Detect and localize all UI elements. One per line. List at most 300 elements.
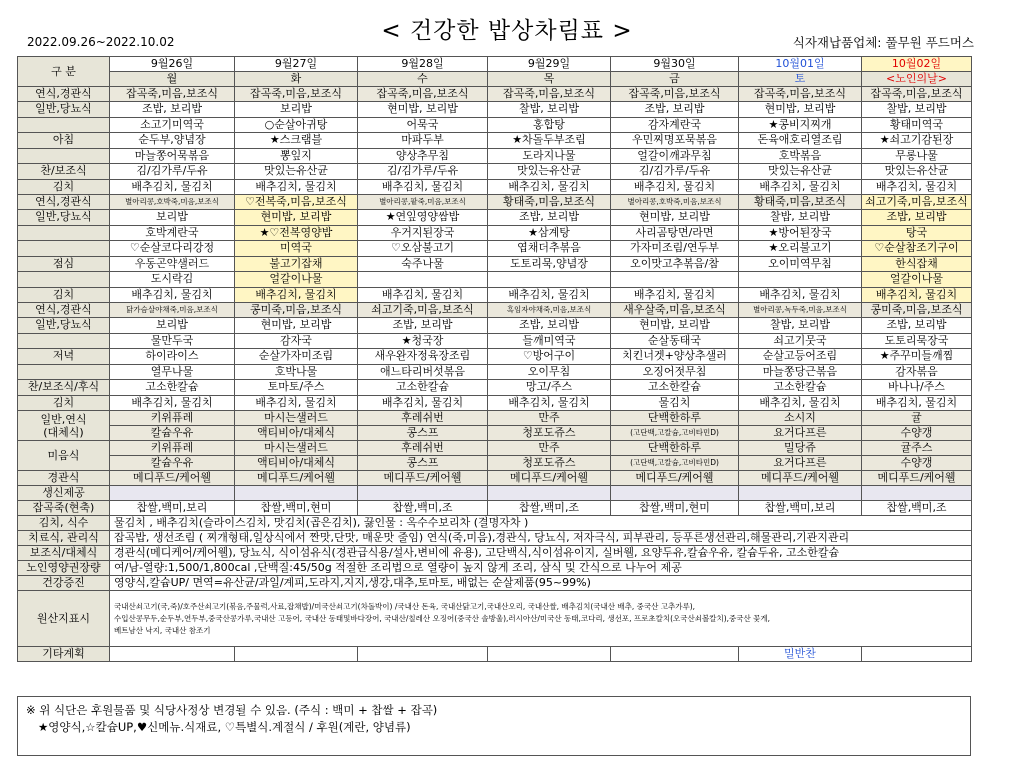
menu-item: 조밥, 보리밥: [611, 102, 739, 118]
menu-item: 배추김치, 물김치: [611, 179, 739, 195]
porridge-label: 연식,경관식: [18, 87, 110, 102]
table-row: [18, 561, 972, 576]
menu-item: 애느타리버섯볶음: [358, 364, 488, 380]
meal-row-label: [18, 241, 110, 257]
table-row: [18, 456, 972, 471]
grain-porridge-label: 잡곡죽(현축): [18, 501, 110, 516]
menu-item: 물김치: [611, 395, 739, 411]
note-label: 노인영양권장량: [18, 561, 110, 576]
menu-item: 우동곤약샐러드: [110, 256, 235, 272]
menu-item: 물만두국: [110, 333, 235, 349]
snack-item: 액티비아/대체식: [235, 456, 358, 471]
menu-item: 토마토/주스: [235, 380, 358, 396]
menu-item: 들깨미역국: [488, 333, 611, 349]
menu-item: 하이라이스: [110, 349, 235, 365]
menu-item: 보리밥: [110, 318, 235, 334]
note-text: 경관식(메디케어/케어웰), 당뇨식, 식이섬유식(경관급식용/설사,변비에 유용), 고단백식,식이섬유이지, 실버웰, 요양두유,칼슘우유, 칼슘두유, 고소한칼슘: [110, 546, 972, 561]
date-header: 9월30일: [611, 57, 739, 72]
snack-item: 키위퓨레: [110, 441, 235, 456]
table-row: [18, 364, 972, 380]
menu-item: 홍합탕: [488, 117, 611, 133]
menu-item: ★청국장: [358, 333, 488, 349]
menu-item: 배추김치, 물김치: [235, 395, 358, 411]
menu-item: ★삼계탕: [488, 225, 611, 241]
menu-item: 미역국: [235, 241, 358, 257]
menu-item: 배추김치, 물김치: [488, 179, 611, 195]
menu-item: 오이무침: [488, 364, 611, 380]
meal-row-label: 일반,당뇨식: [18, 318, 110, 334]
menu-item: ★차돌두부조림: [488, 133, 611, 149]
grain-porridge-item: 찹쌀,백미,조: [358, 501, 488, 516]
menu-item: [739, 272, 862, 288]
menu-item: 조밥, 보리밥: [862, 318, 972, 334]
table-row: [18, 102, 972, 118]
snack-item: (고단백,고칼슘,고비타민D): [611, 426, 739, 441]
menu-item: 열무나물: [110, 364, 235, 380]
table-row: [18, 272, 972, 288]
note-label: 치료식, 관리식: [18, 531, 110, 546]
snack-item: 키위퓨레: [110, 411, 235, 426]
snack-item: 수양갱: [862, 426, 972, 441]
porridge-item: 황태죽,미음,보조식: [739, 195, 862, 210]
menu-item: ♡오삼불고기: [358, 241, 488, 257]
table-row: [18, 241, 972, 257]
menu-item: 배추김치, 물김치: [110, 395, 235, 411]
table-row: [18, 349, 972, 365]
menu-item: 조밥, 보리밥: [488, 210, 611, 226]
birthday-cell: [611, 486, 739, 501]
snack-item: 마시는샐러드: [235, 441, 358, 456]
plan-item: 밀반찬: [739, 647, 862, 662]
menu-item: 배추김치, 물김치: [739, 287, 862, 303]
plan-cell: [110, 647, 235, 662]
menu-item: 우거지된장국: [358, 225, 488, 241]
menu-item: ★방어된장국: [739, 225, 862, 241]
table-row: [18, 395, 972, 411]
table-row: [18, 380, 972, 396]
menu-item: [611, 272, 739, 288]
menu-item: [488, 272, 611, 288]
snack-item: 청포도쥬스: [488, 456, 611, 471]
menu-item: 불고기잡채: [235, 256, 358, 272]
menu-item: 어묵국: [358, 117, 488, 133]
snack-item: 칼슘우유: [110, 456, 235, 471]
birthday-cell: [235, 486, 358, 501]
porridge-item: 콩미죽,미음,보조식: [235, 303, 358, 318]
menu-item: 맛있는유산균: [739, 164, 862, 180]
menu-item: 마늘쫑어묵볶음: [110, 148, 235, 164]
table-row: [18, 647, 972, 662]
weekday-header: 수: [358, 72, 488, 87]
weekly-menu-table: [17, 56, 972, 662]
porridge-item: 잡곡죽,미음,보조식: [488, 87, 611, 102]
snack-item: 단백한하루: [611, 411, 739, 426]
snack-item: 요거다프른: [739, 456, 862, 471]
date-header: 9월27일: [235, 57, 358, 72]
table-row: [18, 441, 972, 456]
porridge-item: 쇠고기죽,미음,보조식: [862, 195, 972, 210]
menu-item: 소고기미역국: [110, 117, 235, 133]
date-header: 10월02일: [862, 57, 972, 72]
menu-item: 양상추무침: [358, 148, 488, 164]
menu-item: 배추김치, 물김치: [235, 179, 358, 195]
menu-item: 뽕잎지: [235, 148, 358, 164]
menu-item: ♡순살코다리강정: [110, 241, 235, 257]
porridge-item: 잡곡죽,미음,보조식: [862, 87, 972, 102]
menu-item: 조밥, 보리밥: [358, 318, 488, 334]
snack-item: (고단백,고칼슘,고비타민D): [611, 456, 739, 471]
porridge-item: 잡곡죽,미음,보조식: [358, 87, 488, 102]
menu-item: 호박나물: [235, 364, 358, 380]
menu-item: 황태미역국: [862, 117, 972, 133]
porridge-item: 콩미죽,미음,보조식: [862, 303, 972, 318]
porridge-item: 별아리콩,녹두죽,미음,보조식: [739, 303, 862, 318]
menu-item: 현미밥, 보리밥: [235, 318, 358, 334]
plan-cell: [488, 647, 611, 662]
grain-porridge-item: 찹쌀,백미,현미: [611, 501, 739, 516]
porridge-item: 별아리콩,호박죽,미음,보조식: [110, 195, 235, 210]
meal-row-label: 찬/보조식/후식: [18, 380, 110, 396]
table-row: [18, 195, 972, 210]
snack-item: 콩스프: [358, 426, 488, 441]
table-row: [18, 133, 972, 149]
tube-feed-item: 메디푸드/케어웰: [235, 471, 358, 486]
date-header: 9월26일: [110, 57, 235, 72]
origin-label: 원산지표시: [18, 591, 110, 647]
meal-row-label: 김치: [18, 395, 110, 411]
table-row: [18, 426, 972, 441]
tube-feed-item: 메디푸드/케어웰: [488, 471, 611, 486]
menu-item: 도토리묵장국: [862, 333, 972, 349]
menu-item: 맛있는유산균: [488, 164, 611, 180]
porridge-item: 흑임자야채죽,미음,보조식: [488, 303, 611, 318]
menu-item: 배추김치, 물김치: [611, 287, 739, 303]
snack-item: 청포도쥬스: [488, 426, 611, 441]
menu-item: 돈육애호리열조림: [739, 133, 862, 149]
menu-item: 보리밥: [110, 210, 235, 226]
snack-general-label-1: 일반,연식: [40, 412, 87, 426]
meal-row-label: [18, 148, 110, 164]
table-row: [18, 501, 972, 516]
plan-cell: [862, 647, 972, 662]
tube-feed-item: 메디푸드/케어웰: [611, 471, 739, 486]
menu-item: 감자국: [235, 333, 358, 349]
meal-row-label: [18, 117, 110, 133]
menu-item: 새우완자정육장조림: [358, 349, 488, 365]
porridge-label: 연식,경관식: [18, 303, 110, 318]
note-text: 여/남-열량:1,500/1,800cal ,단백질:45/50g 적절한 조리법으로 열량이 높지 않게 조리, 삼식 및 간식으로 나누어 제공: [110, 561, 972, 576]
menu-item: 현미밥, 보리밥: [235, 210, 358, 226]
meal-row-label: 일반,당뇨식: [18, 102, 110, 118]
table-row: [18, 148, 972, 164]
menu-item: 호박볶음: [739, 148, 862, 164]
table-row: [18, 87, 972, 102]
menu-item: 고소한칼슘: [739, 380, 862, 396]
corner-label: 구 분: [18, 57, 110, 87]
menu-item: 조밥, 보리밥: [862, 210, 972, 226]
origin-text: [110, 591, 972, 647]
snack-general-label-2: (대체식): [43, 425, 84, 439]
menu-item: 맛있는유산균: [235, 164, 358, 180]
menu-item: ★♡전복영양밥: [235, 225, 358, 241]
table-row: [18, 179, 972, 195]
menu-item: 치킨너겟+양상추샐러: [611, 349, 739, 365]
menu-item: 마늘쫑당근볶음: [739, 364, 862, 380]
menu-item: 배추김치, 물김치: [358, 395, 488, 411]
menu-item: 감자볶음: [862, 364, 972, 380]
tube-feed-label: 경관식: [18, 471, 110, 486]
table-row: [18, 411, 972, 426]
table-row: [18, 516, 972, 531]
snack-item: 만주: [488, 411, 611, 426]
table-row: [18, 333, 972, 349]
porridge-item: 잡곡죽,미음,보조식: [110, 87, 235, 102]
meal-row-label: 김치: [18, 287, 110, 303]
porridge-item: 잡곡죽,미음,보조식: [235, 87, 358, 102]
menu-item: 숙주나물: [358, 256, 488, 272]
date-header: 9월29일: [488, 57, 611, 72]
footer-line-1: ※ 위 식단은 후원물품 및 식당사정상 변경될 수 있음. (주식 : 백미 + 찹쌀 + 잡곡): [26, 703, 438, 717]
menu-item: 김/김가루/두유: [110, 164, 235, 180]
snack-item: 귤주스: [862, 441, 972, 456]
menu-item: 현미밥, 보리밥: [358, 102, 488, 118]
menu-item: 맛있는유산균: [862, 164, 972, 180]
note-label: 보조식/대체식: [18, 546, 110, 561]
porridge-item: 별아리콩,호박죽,미음,보조식: [611, 195, 739, 210]
menu-item: 배추김치, 물김치: [488, 287, 611, 303]
birthday-cell: [110, 486, 235, 501]
table-row: [18, 576, 972, 591]
menu-item: 순살가자미조림: [235, 349, 358, 365]
note-label: 김치, 식수: [18, 516, 110, 531]
tube-feed-item: 메디푸드/케어웰: [739, 471, 862, 486]
meal-row-label: 김치: [18, 179, 110, 195]
menu-item: 순살고등어조림: [739, 349, 862, 365]
plan-cell: [358, 647, 488, 662]
grain-porridge-item: 찹쌀,백미,조: [488, 501, 611, 516]
note-text: 영양식,칼슘UP/ 면역=유산균/과일/계피,도라지,지지,생강,대추,토마토, 배없는 순살제품(95~99%): [110, 576, 972, 591]
table-row: [18, 471, 972, 486]
menu-item: 조밥, 보리밥: [110, 102, 235, 118]
tube-feed-item: 메디푸드/케어웰: [358, 471, 488, 486]
menu-item: 보리밥: [235, 102, 358, 118]
weekday-header: 금: [611, 72, 739, 87]
porridge-item: 잡곡죽,미음,보조식: [739, 87, 862, 102]
menu-item: 얼갈이나물: [235, 272, 358, 288]
table-row: [18, 57, 972, 72]
grain-porridge-item: 찹쌀,백미,조: [862, 501, 972, 516]
menu-item: 도시락김: [110, 272, 235, 288]
birthday-label: 생신제공: [18, 486, 110, 501]
meal-row-label: 아침: [18, 133, 110, 149]
note-label: 건강증진: [18, 576, 110, 591]
snack-item: 밀당쥬: [739, 441, 862, 456]
menu-item: 오이미역무침: [739, 256, 862, 272]
birthday-cell: [739, 486, 862, 501]
table-row: [18, 117, 972, 133]
menu-item: 고소한칼슘: [358, 380, 488, 396]
menu-item: 고소한칼슘: [611, 380, 739, 396]
origin-line-1: 국내산쇠고기(국,죽)/호주산쇠고기(볶음,주물럭,사료,잡채밥)/미국산쇠고기(차돌박이) /국내산 돈육, 국내산닭고기,국내산오리, 국내산쌀, 배추김치(국내산 배추, 중국산 고추가루),: [114, 601, 696, 611]
plan-label: 기타계획: [18, 647, 110, 662]
tube-feed-item: 메디푸드/케어웰: [862, 471, 972, 486]
menu-item: 찰밥, 보리밥: [862, 102, 972, 118]
supplier-name: 식자재납품업체: 풀무원 푸드머스: [792, 35, 974, 50]
menu-item: ★연잎영양쌈밥: [358, 210, 488, 226]
menu-item: [358, 272, 488, 288]
table-row: [18, 531, 972, 546]
porridge-item: 황태죽,미음,보조식: [488, 195, 611, 210]
meal-row-label: [18, 272, 110, 288]
menu-item: 찰밥, 보리밥: [739, 318, 862, 334]
table-row: [18, 287, 972, 303]
menu-item: 현미밥, 보리밥: [611, 318, 739, 334]
weekday-header: 토: [739, 72, 862, 87]
menu-item: ★쇠고기감된장: [862, 133, 972, 149]
snack-item: 후레쉬번: [358, 411, 488, 426]
table-row: [18, 72, 972, 87]
snack-item: 수양갱: [862, 456, 972, 471]
origin-line-2: 수입산콩무두,순두부,연두부,중국산콩가루,국내산 고등어, 국내산 동태및바다장어, 국내산/칠레산 오징어(중국산 솔방울),러시아산/미국산 동태,코다리, 생선포, 프로초칼치(오국산쇠볼칼치),중국산 꽃게,: [114, 613, 771, 623]
menu-item: 찰밥, 보리밥: [739, 210, 862, 226]
menu-item: 배추김치, 물김치: [739, 179, 862, 195]
menu-item: 도토리묵,양념장: [488, 256, 611, 272]
plan-cell: [611, 647, 739, 662]
meal-row-label: 점심: [18, 256, 110, 272]
menu-item: 배추김치, 물김치: [862, 179, 972, 195]
menu-item: 배추김치, 물김치: [739, 395, 862, 411]
menu-item: 얼갈이나물: [862, 272, 972, 288]
menu-item: 현미밥, 보리밥: [739, 102, 862, 118]
footer-legend: ★영양식,☆칼슘UP,♥신메뉴.식재료, ♡특별식.계절식 / 후원(계란, 양념류): [38, 720, 411, 734]
menu-item: 망고/주스: [488, 380, 611, 396]
menu-item: 쇠고기뭇국: [739, 333, 862, 349]
weekday-header: <노인의날>: [862, 72, 972, 87]
page-header: [0, 0, 1014, 56]
menu-item: ★스크램블: [235, 133, 358, 149]
snack-item: 만주: [488, 441, 611, 456]
grain-porridge-item: 찹쌀,백미,보리: [110, 501, 235, 516]
menu-item: 마파두부: [358, 133, 488, 149]
menu-item: 배추김치, 물김치: [358, 179, 488, 195]
menu-item: 배추김치, 물김치: [235, 287, 358, 303]
grain-porridge-item: 찹쌀,백미,현미: [235, 501, 358, 516]
menu-item: 배추김치, 물김치: [488, 395, 611, 411]
meal-row-label: [18, 333, 110, 349]
menu-item: 조밥, 보리밥: [488, 318, 611, 334]
table-row: [18, 303, 972, 318]
snack-diabetic-label: 미음식: [18, 441, 110, 471]
snack-item: 콩스프: [358, 456, 488, 471]
note-text: 물김치 , 배추김치(슬라이스김치, 맛김치(곱은김치), 끓인물 : 옥수수보리차 (결명자차 ): [110, 516, 972, 531]
date-header: 10월01일: [739, 57, 862, 72]
snack-item: 마시는샐러드: [235, 411, 358, 426]
menu-item: 배추김치, 물김치: [862, 395, 972, 411]
menu-item: 김/김가루/두유: [611, 164, 739, 180]
menu-period: 2022.09.26~2022.10.02: [27, 35, 175, 49]
table-row: [18, 546, 972, 561]
snack-item: 액티비아/대체식: [235, 426, 358, 441]
menu-item: ○순살아귀탕: [235, 117, 358, 133]
table-row: [18, 164, 972, 180]
weekday-header: 월: [110, 72, 235, 87]
snack-item: 후레쉬번: [358, 441, 488, 456]
table-row: [18, 486, 972, 501]
menu-item: 탕국: [862, 225, 972, 241]
meal-row-label: 저녁: [18, 349, 110, 365]
menu-item: 얼갈이깨과무침: [611, 148, 739, 164]
menu-item: 바나나/주스: [862, 380, 972, 396]
table-row: [18, 210, 972, 226]
menu-item: 김/김가루/두유: [358, 164, 488, 180]
page-title: < 건강한 밥상차림표 >: [381, 18, 633, 44]
snack-general-label: [18, 411, 110, 441]
menu-item: 오징어젓무침: [611, 364, 739, 380]
menu-item: 사리곰탕면/라면: [611, 225, 739, 241]
porridge-item: ♡전복죽,미음,보조식: [235, 195, 358, 210]
porridge-item: 쇠고기죽,미음,보조식: [358, 303, 488, 318]
menu-item: 엽채더추볶음: [488, 241, 611, 257]
menu-item: ★오리불고기: [739, 241, 862, 257]
snack-item: 단백한하루: [611, 441, 739, 456]
porridge-item: 새우살죽,미음,보조식: [611, 303, 739, 318]
menu-item: 호박계란국: [110, 225, 235, 241]
menu-item: 한식잡채: [862, 256, 972, 272]
birthday-cell: [488, 486, 611, 501]
menu-item: 찰밥, 보리밥: [488, 102, 611, 118]
porridge-item: 닭가슴살야채죽,미음,보조식: [110, 303, 235, 318]
menu-item: ★주꾸미들깨찜: [862, 349, 972, 365]
table-row: [18, 591, 972, 647]
menu-item: 배추김치, 물김치: [862, 287, 972, 303]
date-header: 9월28일: [358, 57, 488, 72]
snack-item: 귤: [862, 411, 972, 426]
table-row: [18, 256, 972, 272]
note-text: 잡곡밥, 생선조림 ( 찌개형태,일상식에서 짠맛,단맛, 매운맛 줄임) 연식(죽,미음),경관식, 당뇨식, 저자극식, 피부관리, 등푸른생선관리,해물관리,기관지관리: [110, 531, 972, 546]
menu-item: 고소한칼슘: [110, 380, 235, 396]
grain-porridge-item: 찹쌀,백미,보리: [739, 501, 862, 516]
plan-cell: [235, 647, 358, 662]
menu-item: 현미밥, 보리밥: [611, 210, 739, 226]
table-row: [18, 225, 972, 241]
menu-item: 도라지나물: [488, 148, 611, 164]
menu-item: 배추김치, 물김치: [110, 179, 235, 195]
menu-item: 배추김치, 물김치: [110, 287, 235, 303]
porridge-label: 연식,경관식: [18, 195, 110, 210]
menu-item: 무롱나물: [862, 148, 972, 164]
snack-item: 요거다프른: [739, 426, 862, 441]
menu-item: 감자계란국: [611, 117, 739, 133]
menu-item: 가자미조림/연두부: [611, 241, 739, 257]
meal-row-label: 일반,당뇨식: [18, 210, 110, 226]
weekday-header: 목: [488, 72, 611, 87]
menu-item: ♡순살참조기구이: [862, 241, 972, 257]
birthday-cell: [862, 486, 972, 501]
porridge-item: 별아리콩,팥죽,미음,보조식: [358, 195, 488, 210]
birthday-cell: [358, 486, 488, 501]
meal-row-label: [18, 364, 110, 380]
snack-item: 소시지: [739, 411, 862, 426]
menu-item: 배추김치, 물김치: [358, 287, 488, 303]
menu-item: ♡방어구이: [488, 349, 611, 365]
porridge-item: 잡곡죽,미음,보조식: [611, 87, 739, 102]
weekday-header: 화: [235, 72, 358, 87]
menu-item: 순두부,양념장: [110, 133, 235, 149]
meal-row-label: 찬/보조식: [18, 164, 110, 180]
origin-line-3: 베트남산 낙지, 국내산 참조기: [114, 625, 211, 635]
menu-item: 오이맛고추볶음/참: [611, 256, 739, 272]
menu-item: 순살동태국: [611, 333, 739, 349]
